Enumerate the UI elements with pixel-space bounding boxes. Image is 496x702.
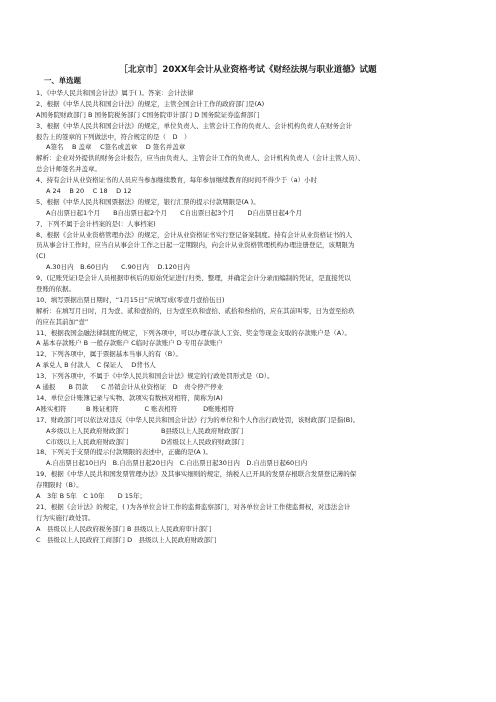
option-line: A国务院财政部门 B 国务院税务部门 C国务院审计部门 D 国务院证券监督部门 — [36, 110, 260, 119]
option-line: A 县级以上人民政府税务部门 B 县级以上人民政府审计部门 — [36, 524, 212, 533]
text-line: 17、财政部门可以依法对违反《中华人民共和国会计法》行为的单位和个人作出行政处罚，该财政部门是指(B)。 — [36, 415, 360, 424]
text-line: 10、填写票据出票日期时，“1月15日”应填写成(零壹月壹拾伍日) — [36, 295, 225, 304]
text-line: 行为实施行政处罚。 — [36, 513, 95, 522]
text-line: 1、《中华人民共和国会计法》属于( )。答案：会计法律 — [36, 89, 194, 97]
text-line: 员从事会计工作时，应当自从事会计工作之日起一定期限内，向会计从业资格管理机构办理注册登记，该期限为 — [36, 241, 355, 250]
text-line: 7、下列不属于会计档案的是(：人事档案) — [36, 219, 156, 228]
text-line: 总会计师签名并盖章。 — [36, 165, 101, 174]
text-line: 19、根据《中华人民共和国发票管理办法》及其事实细则的规定，纳税人已开具的发票存根联合发票登记薄的保 — [36, 470, 357, 479]
text-line: 解析：企业对外提供的财务会计报告，应当由负责人、主管会计工作的负责人、会计机构负责人（会计主管人员）、 — [36, 154, 365, 163]
option-line: A 通报 B 罚款 C 吊销会计从业资格证 D 责令停产停业 — [36, 383, 224, 392]
text-line: 报告上的签章的下列做法中，符合规定的是（ D ） — [36, 132, 191, 141]
document-title: ［北京市］20XX年会计从业资格考试《财经法规与职业道德》试题 — [119, 65, 377, 75]
text-line: 登账的依据。 — [36, 285, 75, 294]
document-body — [36, 88, 468, 545]
text-line: 存期限时（B）。 — [36, 481, 83, 490]
text-line: 12、下列各项中，属于票据基本当事人的有（B）。 — [36, 350, 182, 359]
text-line: 21、根据《会计法》的规定，( )为各单位会计工作的监督监察部门，对各单位会计工作使监督权，对违法会计 — [36, 502, 351, 511]
text-line: 9、(记账凭证)是会计人员根据审核后的原始凭证进行归类、整理，并确定会计分录而编制的凭证，是直接凭以 — [36, 274, 351, 283]
option-line: A.自出票日起10日内 B.自出票日起20日内 C.自出票日起30日内 D.自出票日起60日内 — [46, 459, 308, 468]
section-heading: 一、单选题 — [44, 76, 81, 85]
option-line: A账实相符 B 账证相符 C 账表相符 D账账相符 — [36, 404, 235, 413]
option-line: A乡级以上人民政府财政部门 B县级以上人民政府财政部门 — [46, 426, 244, 435]
option-line: A自出票日起1个月 B自出票日起2个月 C自出票日起3个月 D自出票日起4个月 — [46, 208, 302, 217]
text-line: 的应在其前加“壹” — [36, 317, 89, 326]
text-line: 13、下列各项中，不属于《中华人民共和国会计法》规定的行政处罚形式是（D）。 — [36, 372, 274, 381]
text-line: 14、单位会计账簿记录与实物、款项实有数核对相符，简称为(A) — [36, 393, 223, 402]
text-line: 18、下列关于支票的提示付款期限的表述中，正确的是(A )。 — [36, 448, 212, 457]
option-line: A 承兑人 B 付款人 C 保证人 D背书人 — [36, 361, 156, 370]
text-line: 解析：在填写月日时，月为壹、贰和壹拾的，日为壹至玖和壹拾、贰拾和叁拾的，应在其前叫零，日为壹至拾玖 — [36, 306, 355, 315]
option-line: A.30日内 B.60日内 C.90日内 D.120日内 — [46, 263, 190, 272]
text-line: 2、根据《中华人民共和国会计法》的规定，主管全国会计工作的政府部门是(A) — [36, 99, 265, 108]
option-line: C市级以上人民政府财政部门 D省级以上人民政府财政部门 — [46, 437, 245, 446]
text-line: 8、根据《会计从业资格管理办法》的规定，会计从业资格证书实行登记备案制度。持有会计从业资格证书的人 — [36, 230, 353, 239]
option-line: A 基本存款账户 B 一般存款账户 C临时存款账户 D 专用存款账户 — [36, 339, 223, 348]
option-line: A 3年 B 5年 C 10年 D 15年； — [36, 491, 147, 500]
text-line: 3、根据《中华人民共和国会计法》的规定，单位负责人、主管会计工作的负责人、会计机构负责人在财务会计 — [36, 121, 353, 130]
option-line: A 24 B 20 C 18 D 12 — [46, 187, 132, 196]
text-line: (C) — [36, 252, 46, 261]
option-line: A签名 B 盖章 C签名或盖章 D 签名并盖章 — [46, 143, 186, 152]
option-line: C 县级以上人民政府工商部门 D 县级以上人民政府财政部门 — [36, 535, 217, 544]
text-line: 5、根据《中华人民共和国票据法》的规定，银行汇票的提示付款期限是(A )。 — [36, 197, 260, 206]
text-line: 11、根据我国金融法律制度的规定，下列各项中，可以办理存款人工资、奖金等现金支取的存款账户是（A）。 — [36, 328, 351, 337]
text-line: 4、持有会计从业资格证书的人员应当参加继续教育，每年参加继续教育的时间不得少于（a）小时 — [36, 176, 318, 185]
